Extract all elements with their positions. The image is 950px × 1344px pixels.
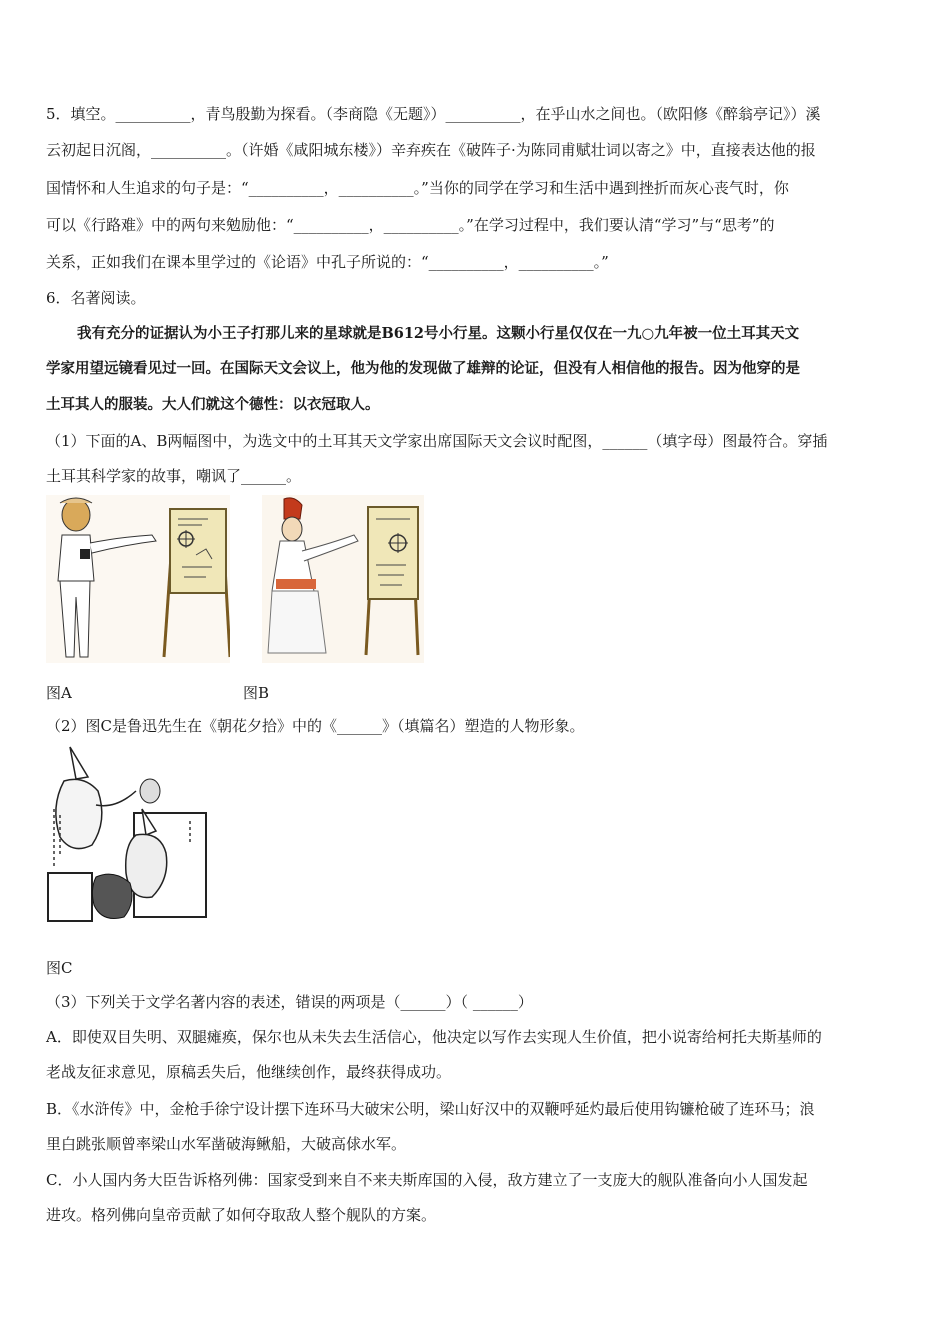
- q5-line-3: 国情怀和人生追求的句子是：“__________，__________。”当你的同学在学习和生活中遇到挫折而灰心丧气时，你: [46, 179, 789, 197]
- figure-b-illustration: [262, 495, 424, 663]
- sub-question-1-line-2: 土耳其科学家的故事，嘲讽了______。: [46, 467, 302, 485]
- passage-line-2: 学家用望远镜看见过一回。在国际天文会议上，他为他的发现做了雄辩的论证，但没有人相信他的报告。因为他穿的是: [46, 360, 800, 377]
- passage-line-3: 土耳其人的服装。大人们就这个德性：以衣冠取人。: [46, 396, 380, 413]
- figure-c-illustration: [46, 745, 208, 923]
- q5-line-2: 云初起日沉阁，__________。（许婚《咸阳城东楼》）辛弃疾在《破阵子·为陈同甫赋壮词以寄之》中，直接表达他的报: [46, 141, 816, 159]
- option-a-line-2: 老战友征求意见，原稿丢失后，他继续创作，最终获得成功。: [46, 1063, 452, 1081]
- sub-question-2: （2）图C是鲁迅先生在《朝花夕拾》中的《______》（填篇名）塑造的人物形象。: [46, 717, 585, 735]
- passage-line-1: 我有充分的证据认为小王子打那儿来的星球就是B612号小行星。这颗小行星仅仅在一九○九年被一位土耳其天文: [77, 325, 800, 342]
- q5-line-4: 可以《行路难》中的两句来勉励他：“__________，__________。”在学习过程中，我们要认清“学习”与“思考”的: [46, 216, 775, 234]
- figure-b-caption: 图B: [243, 684, 270, 702]
- figure-c-caption: 图C: [46, 959, 73, 977]
- q5-line-5: 关系，正如我们在课本里学过的《论语》中孔子所说的：“__________，__________。”: [46, 253, 609, 271]
- figure-a-illustration: [46, 495, 230, 663]
- sub-question-1-line-1: （1）下面的A、B两幅图中，为选文中的土耳其天文学家出席国际天文会议时配图，______（填字母）图最符合。穿插: [46, 432, 828, 450]
- q5-line-1: 5．填空。__________，青鸟殷勤为探看。（李商隐《无题》）__________，在乎山水之间也。（欧阳修《醉翁亭记》）溪: [46, 105, 821, 123]
- sub-question-3: （3）下列关于文学名著内容的表述，错误的两项是（______）（ ______）: [46, 993, 533, 1011]
- q6-title: 6．名著阅读。: [46, 289, 146, 307]
- figure-a-caption: 图A: [46, 684, 72, 702]
- option-b-line-1: B．《水浒传》中，金枪手徐宁设计摆下连环马大破宋公明，梁山好汉中的双鞭呼延灼最后使用钩镰枪破了连环马；浪: [46, 1100, 815, 1118]
- option-c-line-2: 进攻。格列佛向皇帝贡献了如何夺取敌人整个舰队的方案。: [46, 1206, 437, 1224]
- option-c-line-1: C．小人国内务大臣告诉格列佛：国家受到来自不来夫斯库国的入侵，敌方建立了一支庞大的舰队准备向小人国发起: [46, 1171, 808, 1189]
- option-a-line-1: A．即使双目失明、双腿瘫痪，保尔也从未失去生活信心，他决定以写作去实现人生价值，把小说寄给柯托夫斯基师的: [46, 1028, 822, 1046]
- option-b-line-2: 里白跳张顺曾率梁山水军凿破海鳅船，大破高俅水军。: [46, 1135, 407, 1153]
